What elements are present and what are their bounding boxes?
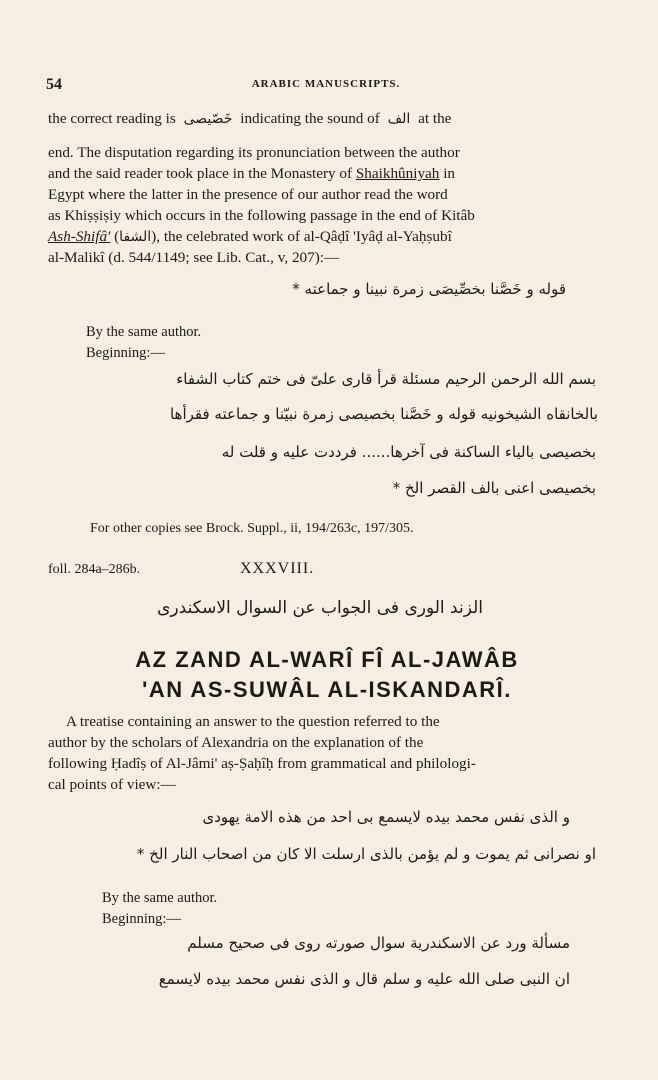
- arabic-title: الزند الورى فى الجواب عن السوال الاسكندرى: [157, 598, 483, 618]
- arabic-word: الشفا: [119, 229, 152, 245]
- arabic-quote: قوله و خَصَّنا بخصِّيصَى زمرة نبينا و جماعته *: [292, 280, 566, 298]
- description-line-3: following Ḥadîṣ of Al-Jâmi' aṣ-Ṣaḥîḥ from grammatical and philologi-: [48, 755, 476, 772]
- arabic-word: الف: [387, 111, 411, 127]
- arabic-beginning-line-3: بخصيصى بالياء الساكنة فى آخرها...... فرددت عليه و قلت له: [221, 443, 596, 461]
- entry-title-line-2: 'AN AS-SUWÂL AL-ISKANDARÎ.: [142, 677, 512, 702]
- intro-line-5: as Khiṣṣiṣiy which occurs in the following passage in the end of Kitâb: [48, 207, 475, 224]
- arabic-hadith-line-2: او نصرانى ثم يموت و لم يؤمن بالذى ارسلت الا كان من اصحاب النار الخ *: [136, 845, 596, 863]
- intro-text: the correct reading is: [48, 110, 176, 127]
- arabic-question-line-2: ان النبى صلى الله عليه و سلم قال و الذى نفس محمد بيده لايسمع: [158, 970, 570, 988]
- references: For other copies see Brock. Suppl., ii, 194/263c, 197/305.: [90, 521, 414, 536]
- page-header: [46, 76, 606, 98]
- arabic-hadith-line-1: و الذى نفس محمد بيده لايسمع بى احد من هذه الامة يهودى: [202, 808, 570, 826]
- description-line-1: A treatise containing an answer to the question referred to the: [66, 713, 440, 730]
- intro-text: indicating the sound of: [240, 110, 380, 127]
- intro-line-4: Egypt where the latter in the presence of our author read the word: [48, 186, 448, 203]
- work-title: Ash-Shifâ': [48, 228, 111, 245]
- description-line-2: author by the scholars of Alexandria on the explanation of the: [48, 734, 424, 751]
- intro-line-6: [48, 226, 606, 249]
- intro-text: (: [114, 228, 120, 245]
- running-title: ARABIC MANUSCRIPTS.: [251, 78, 401, 90]
- intro-line-3: [48, 163, 606, 185]
- beginning-1: Beginning:—: [86, 345, 165, 361]
- intro-text: at the: [418, 110, 452, 127]
- by-author-1: By the same author.: [86, 324, 202, 340]
- intro-line-7: al-Malikî (d. 544/1149; see Lib. Cat., v, 207):—: [48, 249, 340, 266]
- intro-line-2: end. The disputation regarding its pronunciation between the author: [48, 144, 460, 161]
- arabic-word: خَصّيصى: [183, 111, 233, 127]
- intro-line-1: [48, 108, 606, 131]
- page-number: 54: [46, 76, 62, 93]
- entry-number: XXXVIII.: [240, 560, 315, 577]
- description-line-4: cal points of view:—: [48, 776, 176, 793]
- intro-text: ), the celebrated work of al-Qâḍî 'Iyâḍ al-Yaḥṣubî: [151, 228, 452, 245]
- beginning-2: Beginning:—: [102, 911, 181, 927]
- arabic-beginning-line-4: بخصيصى اعنى بالف القصر الخ *: [392, 479, 596, 497]
- intro-text: in: [443, 165, 456, 182]
- folios: foll. 284a–286b.: [48, 562, 141, 577]
- intro-text: and the said reader took place in the Monastery of: [48, 165, 353, 182]
- arabic-question-line-1: مسألة ورد عن الاسكندرية سوال صورته روى فى صحيح مسلم: [187, 934, 570, 952]
- by-author-2: By the same author.: [102, 890, 218, 906]
- entry-title-line-1: AZ ZAND AL-WARÎ FÎ AL-JAWÂB: [135, 647, 519, 672]
- arabic-beginning-line-2: بالخانقاه الشيخونيه قوله و خَصَّنا بخصيصى زمرة نبيّنا و جماعته فقرأها: [169, 405, 598, 423]
- arabic-beginning-line-1: بسم الله الرحمن الرحيم مسئلة قرأ قارى علىّ فى ختم كتاب الشفاء: [176, 370, 596, 388]
- place-name: Shaikhûniyah: [355, 165, 440, 182]
